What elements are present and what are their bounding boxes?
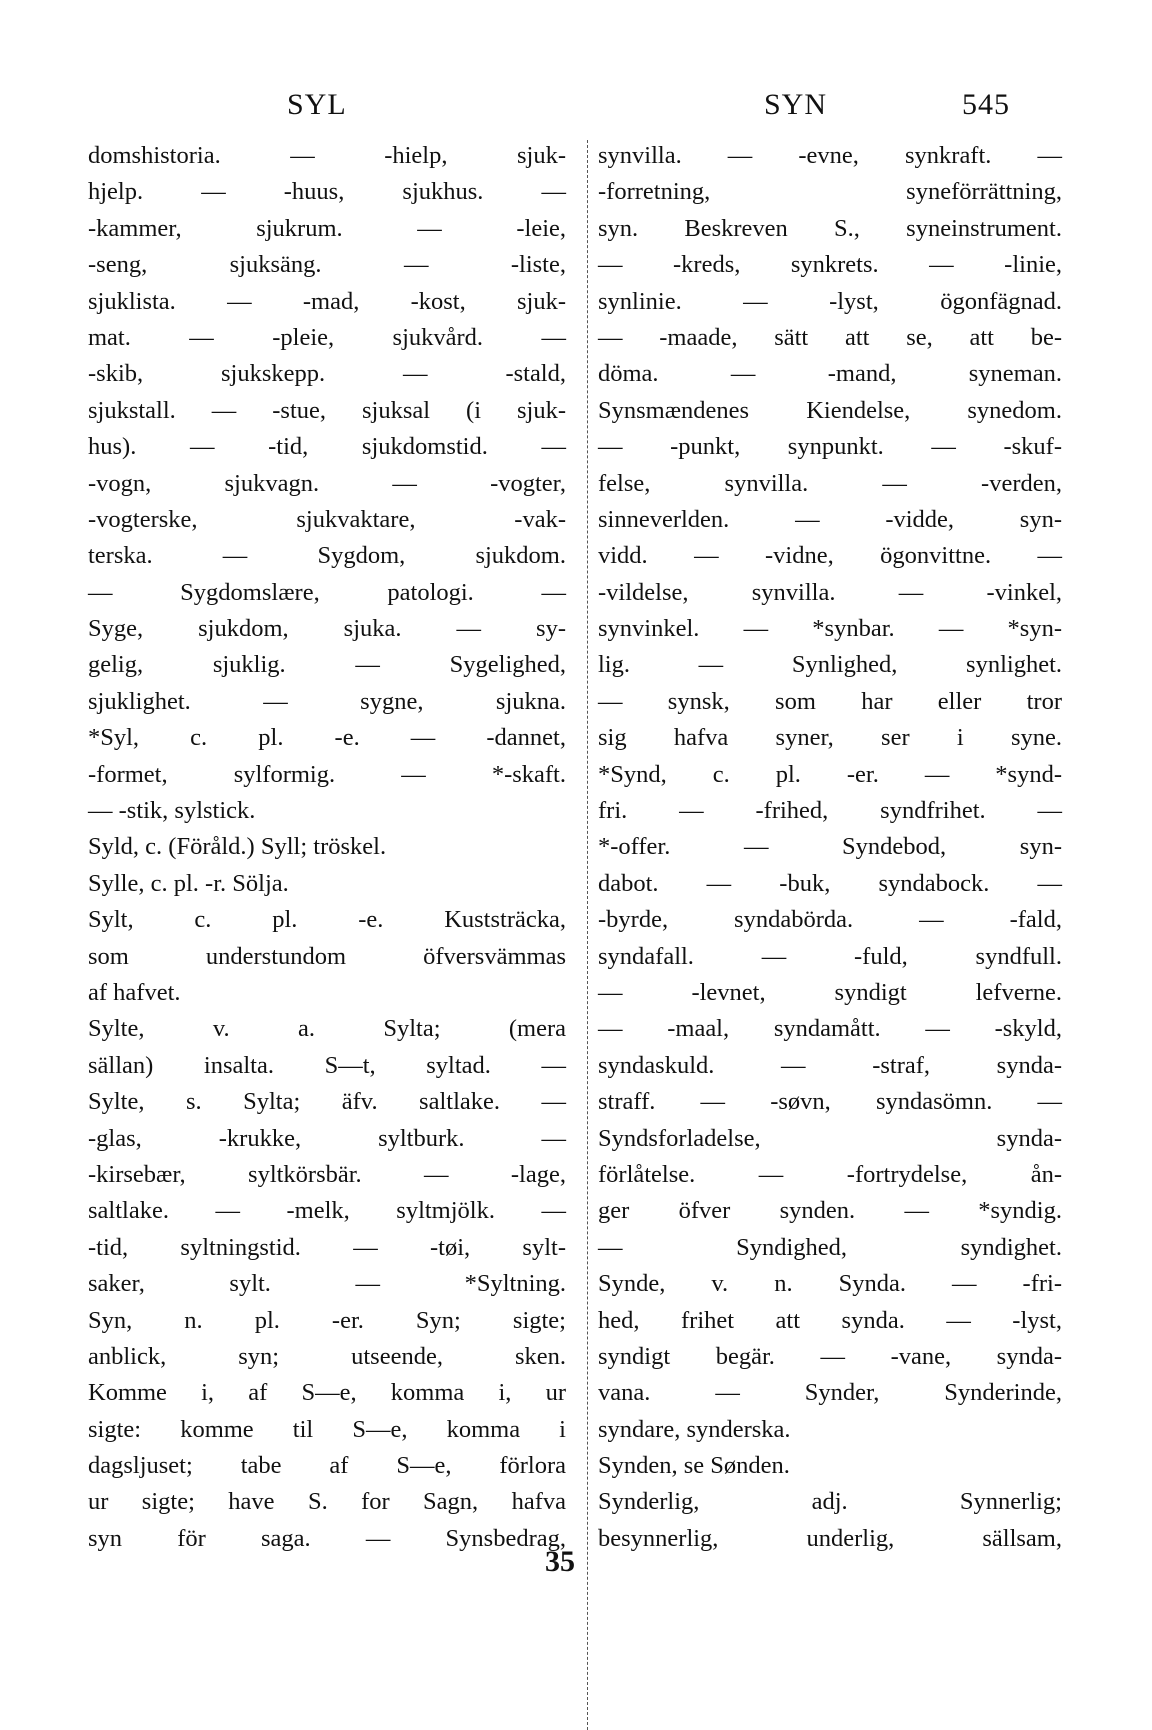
- text-line: hus). — -tid, sjukdomstid. —: [88, 433, 566, 461]
- text-line: synvilla. — -evne, synkraft. —: [598, 142, 1062, 169]
- text-line: ger öfver synden. — *syndig.: [598, 1197, 1062, 1225]
- text-line: Syn, n. pl. -er. Syn; sigte;: [88, 1306, 566, 1334]
- text-line: mat. — -pleie, sjukvård. —: [88, 323, 566, 351]
- text-line: som understundom öfversvämmas: [88, 942, 566, 970]
- text-line: syndigt begär. — -vane, synda-: [598, 1342, 1062, 1370]
- text-line: -kirsebær, syltkörsbär. — -lage,: [88, 1160, 566, 1188]
- text-line: felse, synvilla. — -verden,: [598, 469, 1062, 497]
- text-line: -forretning, syneförrättning,: [598, 178, 1062, 206]
- text-line: lig. — Synlighed, synlighet.: [598, 651, 1062, 679]
- page-number: 545: [962, 88, 1010, 121]
- text-line: sjuklista. — -mad, -kost, sjuk-: [88, 287, 566, 315]
- text-line: synlinie. — -lyst, ögonfägnad.: [598, 287, 1062, 315]
- text-line: — -maade, sätt att se, att be-: [598, 323, 1062, 351]
- text-line: gelig, sjuklig. — Sygelighed,: [88, 651, 566, 679]
- text-line: — synsk, som har eller tror: [598, 687, 1062, 715]
- text-line: *-offer. — Syndebod, syn-: [598, 833, 1062, 861]
- text-line: syndare, synderska.: [598, 1415, 791, 1443]
- text-line: -vildelse, synvilla. — -vinkel,: [598, 578, 1062, 606]
- text-line: -tid, syltningstid. — -tøi, sylt-: [88, 1233, 566, 1261]
- text-line: anblick, syn; utseende, sken.: [88, 1342, 566, 1370]
- text-line: Sylte, s. Sylta; äfv. saltlake. —: [88, 1088, 566, 1116]
- text-line: Sylte, v. a. Sylta; (mera: [88, 1015, 566, 1043]
- text-line: Komme i, af S—e, komma i, ur: [88, 1379, 566, 1407]
- text-line: -byrde, syndabörda. — -fald,: [598, 906, 1062, 934]
- text-line: -vogn, sjukvagn. — -vogter,: [88, 469, 566, 497]
- text-line: hjelp. — -huus, sjukhus. —: [88, 178, 566, 206]
- left-column: [88, 138, 566, 1557]
- text-line: Sylt, c. pl. -e. Kuststräcka,: [88, 906, 566, 934]
- text-line: synvinkel. — *synbar. — *syn-: [598, 615, 1062, 643]
- text-line: — -punkt, synpunkt. — -skuf-: [598, 433, 1062, 461]
- text-line: besynnerlig, underlig, sällsam,: [598, 1524, 1062, 1552]
- text-line: dabot. — -buk, syndabock. —: [598, 869, 1062, 897]
- text-line: hed, frihet att synda. — -lyst,: [598, 1306, 1062, 1334]
- text-line: ur sigte; have S. for Sagn, hafva: [88, 1488, 566, 1516]
- text-line: sällan) insalta. S—t, syltad. —: [88, 1051, 566, 1079]
- text-line: saker, sylt. — *Syltning.: [88, 1270, 566, 1298]
- text-line: — Sygdomslære, patologi. —: [88, 578, 566, 606]
- text-line: sigte: komme til S—e, komma i: [88, 1415, 566, 1443]
- text-line: sinneverlden. — -vidde, syn-: [598, 505, 1062, 533]
- text-line: syn. Beskreven S., syneinstrument.: [598, 214, 1062, 242]
- text-line: — Syndighed, syndighet.: [598, 1233, 1062, 1261]
- text-line: vana. — Synder, Synderinde,: [598, 1379, 1062, 1407]
- text-line: sig hafva syner, ser i syne.: [598, 724, 1062, 752]
- text-line: Syndsforladelse, synda-: [598, 1124, 1062, 1152]
- text-line: syndafall. — -fuld, syndfull.: [598, 942, 1062, 970]
- text-line: syndaskuld. — -straf, synda-: [598, 1051, 1062, 1079]
- text-line: — -stik, sylstick.: [88, 797, 256, 825]
- text-line: -formet, sylformig. — *-skaft.: [88, 760, 566, 788]
- text-line: saltlake. — -melk, syltmjölk. —: [88, 1197, 566, 1225]
- text-line: — -kreds, synkrets. — -linie,: [598, 251, 1062, 279]
- running-head-center: SYN: [764, 88, 828, 121]
- text-line: Syge, sjukdom, sjuka. — sy-: [88, 615, 566, 643]
- text-line: förlåtelse. — -fortrydelse, ån-: [598, 1160, 1062, 1188]
- text-line: sjuklighet. — sygne, sjukna.: [88, 687, 566, 715]
- text-line: dagsljuset; tabe af S—e, förlora: [88, 1452, 566, 1480]
- text-line: -skib, sjukskepp. — -stald,: [88, 360, 566, 388]
- text-line: Synderlig, adj. Synnerlig;: [598, 1488, 1062, 1516]
- text-line: Syld, c. (Föråld.) Syll; tröskel.: [88, 833, 387, 861]
- signature-mark: 35: [545, 1545, 575, 1578]
- text-line: af hafvet.: [88, 978, 181, 1006]
- text-line: Synsmændenes Kiendelse, synedom.: [598, 396, 1062, 424]
- text-line: syn för saga. — Synsbedrag,: [88, 1524, 566, 1552]
- text-line: terska. — Sygdom, sjukdom.: [88, 542, 566, 570]
- text-line: straff. — -søvn, syndasömn. —: [598, 1088, 1062, 1116]
- text-line: — -levnet, syndigt lefverne.: [598, 978, 1062, 1006]
- text-line: fri. — -frihed, syndfrihet. —: [598, 797, 1062, 825]
- text-line: *Synd, c. pl. -er. — *synd-: [598, 760, 1062, 788]
- text-line: -kammer, sjukrum. — -leie,: [88, 214, 566, 242]
- column-divider: [587, 140, 588, 1730]
- text-line: *Syl, c. pl. -e. — -dannet,: [88, 724, 566, 752]
- running-head-left: SYL: [287, 88, 347, 121]
- text-line: Synden, se Sønden.: [598, 1452, 790, 1480]
- text-line: -glas, -krukke, syltburk. —: [88, 1124, 566, 1152]
- text-line: vidd. — -vidne, ögonvittne. —: [598, 542, 1062, 570]
- text-line: Synde, v. n. Synda. — -fri-: [598, 1270, 1062, 1298]
- text-line: -seng, sjuksäng. — -liste,: [88, 251, 566, 279]
- text-line: Sylle, c. pl. -r. Sölja.: [88, 869, 289, 897]
- text-line: sjukstall. — -stue, sjuksal (i sjuk-: [88, 396, 566, 424]
- right-column: [598, 138, 1062, 1557]
- text-line: — -maal, syndamått. — -skyld,: [598, 1015, 1062, 1043]
- text-line: -vogterske, sjukvaktare, -vak-: [88, 505, 566, 533]
- text-line: döma. — -mand, syneman.: [598, 360, 1062, 388]
- text-line: domshistoria. — -hielp, sjuk-: [88, 142, 566, 169]
